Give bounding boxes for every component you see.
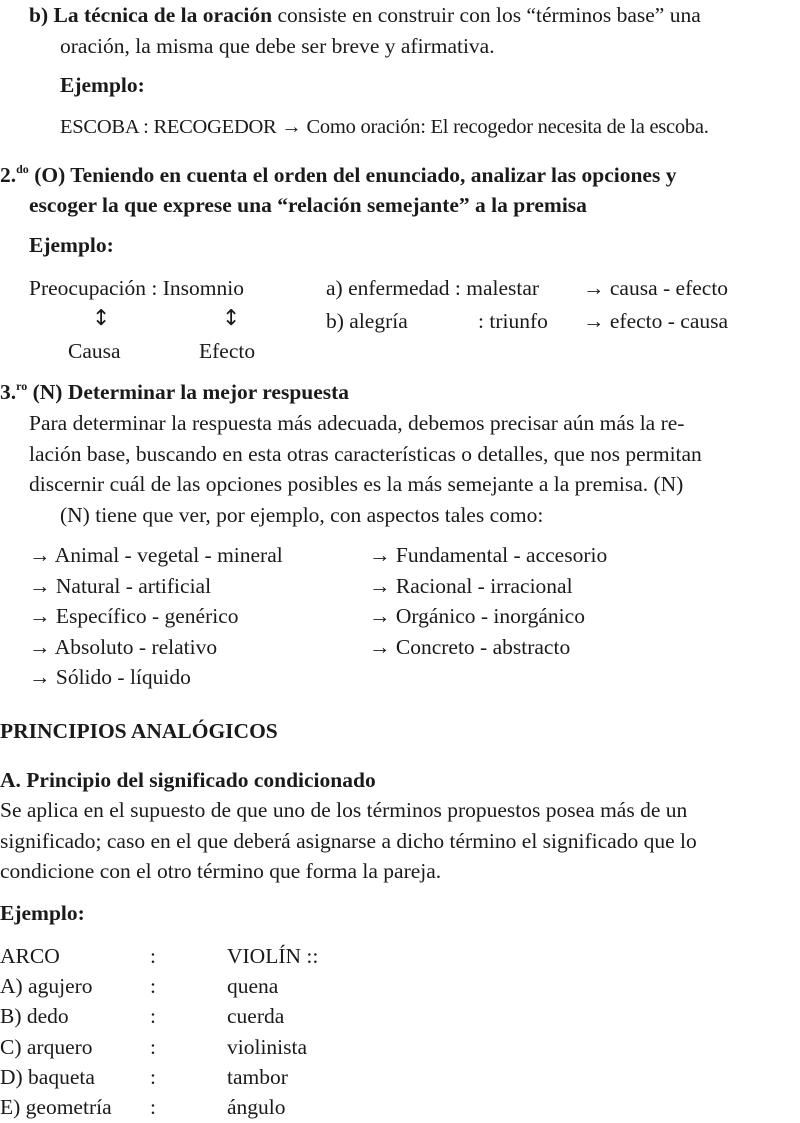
step3-para-line1: Para determinar la respuesta más adecuada, debemos precisar aún más la re- [29, 411, 685, 435]
principles-para-line3: condicione con el otro término que forma la pareja. [0, 859, 442, 883]
aspect-right-3: → Concreto - abstracto [369, 635, 571, 659]
aspect-left-1: → Natural - artificial [29, 574, 212, 598]
aspect-right-1: → Racional - irracional [369, 574, 573, 598]
analogy-option-left: C) arquero [0, 1035, 93, 1059]
aspect-left-0: → Animal - vegetal - mineral [29, 543, 283, 567]
analogy-option-sep: : [150, 974, 156, 998]
step3-para-line2: lación base, buscando en esta otras características o detalles, que nos permitan [29, 442, 702, 466]
analogy-option-right: quena [227, 974, 279, 998]
analogy-option-left: A) agujero [0, 974, 93, 998]
effect-updown-arrow-icon: ↕ [222, 306, 241, 331]
analogy-option-right: ángulo [227, 1095, 286, 1119]
step3-para-line4: (N) tiene que ver, por ejemplo, con aspectos tales como: [60, 503, 544, 527]
analogy-option-left: D) baqueta [0, 1065, 95, 1089]
principles-para-line2: significado; caso en el que deberá asignarse a dicho término el significado que lo [0, 829, 697, 853]
principles-subheading: A. Principio del significado condicionado [0, 768, 376, 792]
aspect-left-2: → Específico - genérico [29, 604, 239, 628]
step2-example-label: Ejemplo: [29, 233, 114, 257]
cause-updown-arrow-icon: ↕ [92, 306, 111, 331]
analogy-option-sep: : [150, 1065, 156, 1089]
step2-label-effect: Efecto [199, 339, 256, 363]
analogy-row-left: ARCO [0, 944, 60, 968]
aspect-left-4: → Sólido - líquido [29, 665, 191, 689]
item-b-lead: La técnica de la oración [53, 3, 273, 27]
analogy-option-left: E) geometría [0, 1095, 112, 1119]
item-b-example-label: Ejemplo: [60, 73, 145, 97]
step2-option-b-rel: → efecto - causa [583, 309, 729, 333]
principles-example-label: Ejemplo: [0, 901, 85, 925]
step2-option-a: a) enfermedad : malestar [326, 276, 540, 300]
analogy-option-right: cuerda [227, 1004, 285, 1028]
step3-para-line3: discernir cuál de las opciones posibles es la más semejante a la premisa. (N) [29, 472, 684, 496]
item-b-text2: oración, la misma que debe ser breve y afirmativa. [60, 34, 495, 58]
analogy-row-right: VIOLÍN :: [227, 944, 319, 968]
item-b-marker: b) [29, 3, 49, 27]
step2-option-b-right: : triunfo [478, 309, 548, 333]
step2-suffix: do [16, 162, 29, 176]
analogy-option-left: B) dedo [0, 1004, 69, 1028]
analogy-option-right: tambor [227, 1065, 288, 1089]
aspect-right-0: → Fundamental - accesorio [369, 543, 608, 567]
step2-premise: Preocupación : Insomnio [29, 276, 244, 300]
aspect-right-2: → Orgánico - inorgánico [369, 604, 585, 628]
step3-title [0, 377, 349, 408]
step2-label-cause: Causa [68, 339, 121, 363]
step2-option-b-left: b) alegría [326, 309, 408, 333]
step2-title-line2: escoger la que exprese una “relación semejante” a la premisa [29, 193, 587, 217]
analogy-option-sep: : [150, 1095, 156, 1119]
step3-number: 3. [0, 380, 17, 404]
step2-title1: (O) Teniendo en cuenta el orden del enunciado, analizar las opciones y [28, 163, 677, 187]
item-b-text1: consiste en construir con los “términos base” una [272, 3, 701, 27]
analogy-option-right: violinista [227, 1035, 308, 1059]
step2-number: 2. [0, 163, 17, 187]
item-b-line1 [29, 0, 701, 31]
step3-suffix: ro [16, 379, 28, 393]
step2-title-line1 [0, 160, 676, 191]
step2-option-a-rel: → causa - efecto [583, 276, 729, 300]
item-b-example-text: ESCOBA : RECOGEDOR → Como oración: El recogedor necesita de la escoba. [60, 116, 709, 138]
principles-para-line1: Se aplica en el supuesto de que uno de los términos propuestos posea más de un [0, 798, 688, 822]
analogy-row-sep: : [150, 944, 156, 968]
step3-title-text: (N) Determinar la mejor respuesta [27, 380, 350, 404]
principles-heading: PRINCIPIOS ANALÓGICOS [0, 719, 278, 743]
analogy-option-sep: : [150, 1035, 156, 1059]
analogy-option-sep: : [150, 1004, 156, 1028]
aspect-left-3: → Absoluto - relativo [29, 635, 218, 659]
